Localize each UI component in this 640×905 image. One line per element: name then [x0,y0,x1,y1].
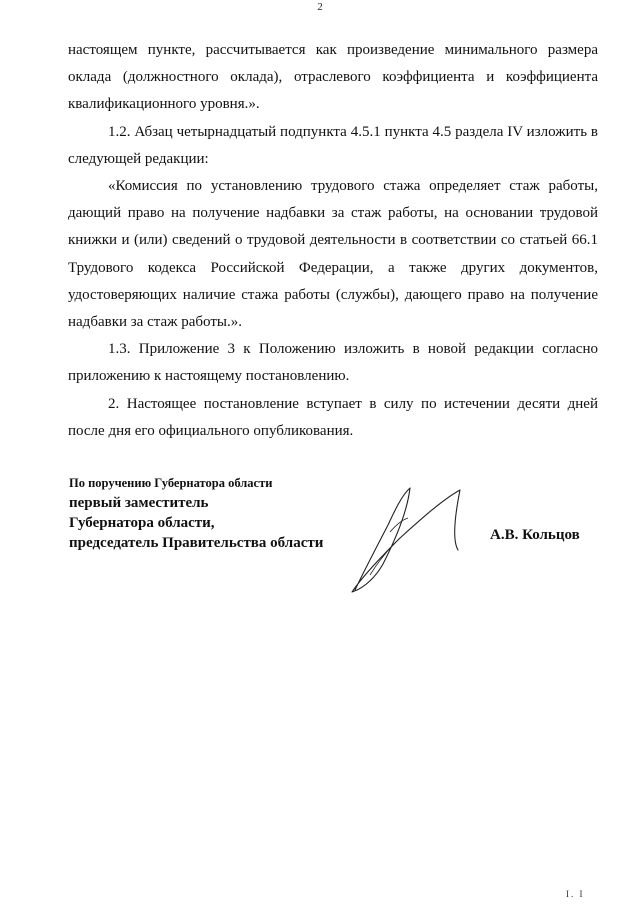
paragraph-item-2: 2. Настоящее постановление вступает в силу по истечении десяти дней после дня его официального опубликования. [68,395,598,439]
signature-block [69,473,323,553]
footer-marks: I. I [566,889,585,899]
position-line-1: первый заместитель [69,495,209,511]
handwritten-signature [330,480,490,595]
position-line-2: Губернатора области, [69,515,215,531]
document-body [68,37,598,445]
paragraph-quote: «Комиссия по установлению трудового стажа определяет стаж работы, дающий право на получение надбавки за стаж работы, на основании трудовой книжки и (или) сведений о трудовой деятельности в соответствии со статьей 66.1 Трудового кодекса Российской Федерации, а также других документов, удостоверяющих наличие стажа работы (службы), дающего право на получение надбавки за стаж работы.». [68,178,598,331]
position-line-3: председатель Правительства области [69,535,324,551]
page-number: 2 [317,1,323,13]
signer-name: А.В. Кольцов [490,527,580,543]
on-behalf-line: По поручению Губернатора области [69,476,273,490]
paragraph-item-1-2: 1.2. Абзац четырнадцатый подпункта 4.5.1 пункта 4.5 раздела IV изложить в следующей редакции: [68,123,598,167]
paragraph-continuation: настоящем пункте, рассчитывается как произведение минимального размера оклада (должностного оклада), отраслевого коэффициента и коэффициента квалификационного уровня.». [68,42,598,113]
paragraph-item-1-3: 1.3. Приложение 3 к Положению изложить в новой редакции согласно приложению к настоящему постановлению. [68,341,598,385]
